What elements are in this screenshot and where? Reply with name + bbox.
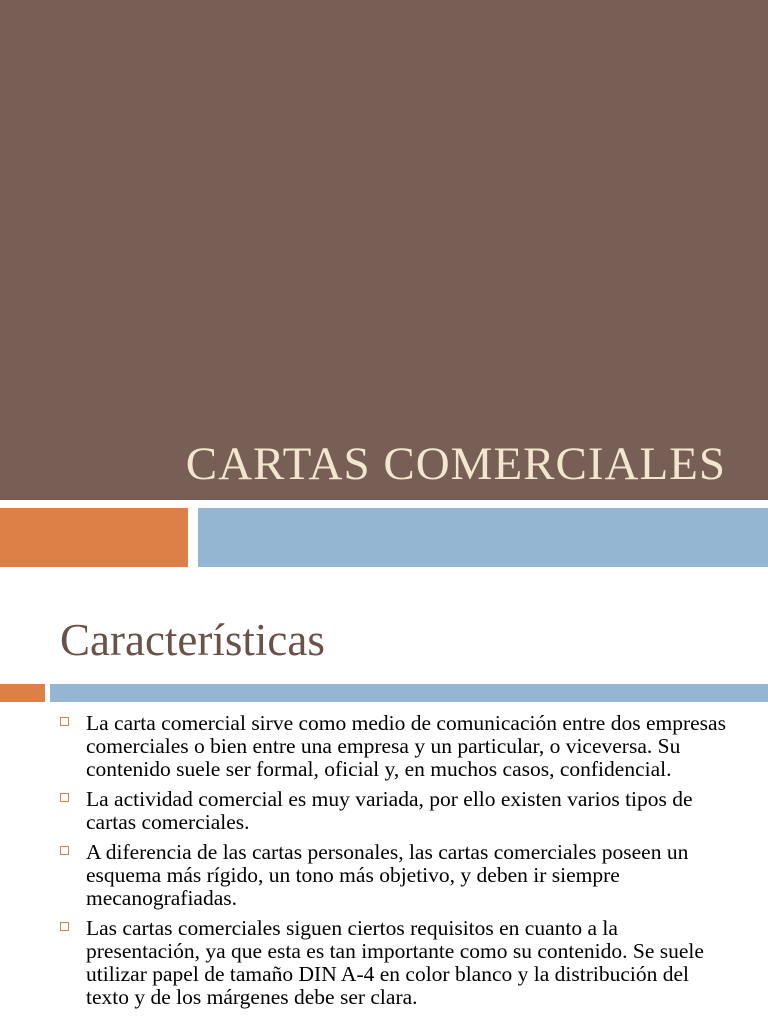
square-bullet-icon xyxy=(60,793,69,802)
heading-accent-bar-blue xyxy=(50,684,768,702)
bullet-item xyxy=(0,841,768,910)
bullet-list xyxy=(0,712,768,1016)
bullet-text: La carta comercial sirve como medio de comunicación entre dos empresas comerciales o bien entre una empresa y un particular, o viceversa. Su contenido suele ser formal, oficial y, en muchos casos, confidencial. xyxy=(86,711,726,781)
bullet-text: A diferencia de las cartas personales, las cartas comerciales poseen un esquema más rígido, un tono más objetivo, y deben ir siempre mecanografiadas. xyxy=(86,840,689,910)
square-bullet-icon xyxy=(60,717,69,726)
bullet-text: Las cartas comerciales siguen ciertos requisitos en cuanto a la presentación, ya que esta es tan importante como su contenido. Se suele utilizar papel de tamaño DIN A-4 en color blanco y la distribución del texto y de los márgenes debe ser clara. xyxy=(86,916,704,1009)
slide-heading: Características xyxy=(60,615,325,665)
title-slide-background xyxy=(0,0,768,500)
bullet-item xyxy=(0,917,768,1009)
square-bullet-icon xyxy=(60,922,69,931)
heading-accent-bar-orange xyxy=(0,684,45,702)
square-bullet-icon xyxy=(60,846,69,855)
bullet-text: La actividad comercial es muy variada, por ello existen varios tipos de cartas comerciales. xyxy=(86,787,693,834)
accent-bar-blue xyxy=(198,508,768,567)
bullet-item xyxy=(0,712,768,781)
bullet-item xyxy=(0,788,768,834)
presentation-title: CARTAS COMERCIALES xyxy=(185,438,726,490)
accent-bar-orange xyxy=(0,508,188,567)
